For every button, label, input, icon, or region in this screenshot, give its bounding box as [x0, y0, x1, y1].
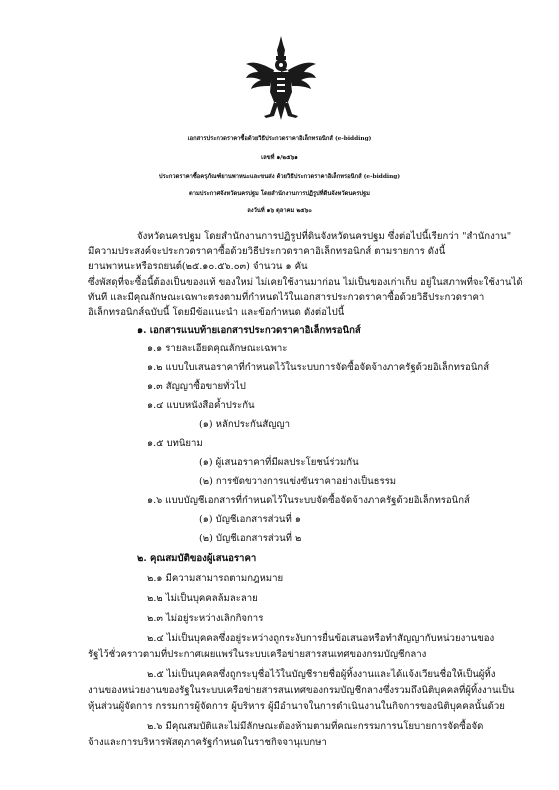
- section-item: ๑.๓ สัญญาซื้อขายทั่วไป: [147, 381, 246, 392]
- document-number: เลขที่ ๑/๒๕๖๑: [261, 155, 298, 161]
- intro-line: จังหวัดนครปฐม โดยสำนักงานการปฏิรูปที่ดินจังหวัดนครปฐม ซึ่งต่อไปนี้เรียกว่า "สำนักงาน": [137, 231, 512, 242]
- section-item-continuation: รัฐไว้ชั่วคราวตามที่ประกาศเผยแพร่ในระบบเครือข่ายสารสนเทศของกรมบัญชีกลาง: [88, 649, 427, 660]
- section-heading: ๑. เอกสารแนบท้ายเอกสารประกวดราคาอิเล็กทรอนิกส์: [137, 325, 361, 336]
- section-item: ๒.๕ ไม่เป็นบุคคลซึ่งถูกระบุชื่อไว้ในบัญชีรายชื่อผู้ทิ้งงานและได้แจ้งเวียนชื่อให้เป็นผู้ทิ้ง: [147, 669, 496, 680]
- section-item: ๑.๖ แบบบัญชีเอกสารที่กำหนดไว้ในระบบจัดซื้อจัดจ้างภาครัฐด้วยอิเล็กทรอนิกส์: [147, 495, 470, 506]
- section-item: ๒.๓ ไม่อยู่ระหว่างเลิกกิจการ: [147, 613, 264, 624]
- section-item: ๑.๕ บทนิยาม: [147, 438, 203, 449]
- section-heading: ๒. คุณสมบัติของผู้เสนอราคา: [137, 553, 257, 564]
- section-item: ๒.๖ มีคุณสมบัติและไม่มีลักษณะต้องห้ามตามที่คณะกรรมการนโยบายการจัดซื้อจัด: [147, 721, 484, 732]
- section-item: ๒.๔ ไม่เป็นบุคคลซึ่งอยู่ระหว่างถูกระงับการยื่นข้อเสนอหรือทำสัญญากับหน่วยงานของ: [147, 633, 495, 644]
- garuda-emblem-icon: [244, 36, 318, 120]
- section-item: ๒.๒ ไม่เป็นบุคคลล้มละลาย: [147, 593, 258, 604]
- section-subitem: (๒) การขัดขวางการแข่งขันราคาอย่างเป็นธรรม: [199, 476, 397, 487]
- section-item-continuation: จ้างและการบริหารพัสดุภาครัฐกำหนดในราชกิจจานุเบกษา: [88, 737, 327, 748]
- section-subitem: (๒) บัญชีเอกสารส่วนที่ ๒: [199, 533, 302, 544]
- section-subitem: (๑) หลักประกันสัญญา: [199, 419, 290, 430]
- announcement-reference: ตามประกาศจังหวัดนครปฐม โดยสำนักงานการปฏิรูปที่ดินจังหวัดนครปฐม: [188, 191, 371, 197]
- section-subitem: (๑) บัญชีเอกสารส่วนที่ ๑: [199, 514, 301, 525]
- document-title: เอกสารประกวดราคาซื้อด้วยวิธีประกวดราคาอิเล็กทรอนิกส์ (e-bidding): [187, 136, 372, 142]
- section-item-continuation: งานของหน่วยงานของรัฐในระบบเครือข่ายสารสนเทศของกรมบัญชีกลางซึ่งรวมถึงนิติบุคคลที่ผู้ทิ้งงานเป็น: [88, 685, 515, 696]
- section-item: ๒.๑ มีความสามารถตามกฎหมาย: [147, 573, 284, 584]
- section-item: ๑.๔ แบบหนังสือค้ำประกัน: [147, 400, 255, 411]
- section-item: ๑.๑ รายละเอียดคุณลักษณะเฉพาะ: [147, 343, 288, 354]
- intro-line: มีความประสงค์จะประกวดราคาซื้อด้วยวิธีประกวดราคาอิเล็กทรอนิกส์ ตามรายการ ดังนี้: [88, 246, 446, 257]
- intro-line: อิเล็กทรอนิกส์ฉบับนี้ โดยมีข้อแนะนำ และข้อกำหนด ดังต่อไปนี้: [88, 307, 345, 318]
- intro-line: ซึ่งพัสดุที่จะซื้อนี้ต้องเป็นของแท้ ของใหม่ ไม่เคยใช้งานมาก่อน ไม่เป็นของเก่าเก็บ อยู่ในสภาพที่จะใช้งานได้: [88, 277, 523, 288]
- document-subject: ประกวดราคาซื้อครุภัณฑ์ยานพาหนะและขนส่ง ด้วยวิธีประกวดราคาอิเล็กทรอนิกส์ (e-bidding): [158, 174, 401, 180]
- section-subitem: (๑) ผู้เสนอราคาที่มีผลประโยชน์ร่วมกัน: [199, 457, 359, 468]
- section-item: ๑.๒ แบบใบเสนอราคาที่กำหนดไว้ในระบบการจัดซื้อจัดจ้างภาครัฐด้วยอิเล็กทรอนิกส์: [147, 362, 490, 373]
- announcement-date: ลงวันที่ ๑๖ ตุลาคม ๒๕๖๐: [247, 208, 312, 214]
- intro-line: ยานพาหนะหรือรถยนต์(๒๕.๑๐.๕๖.๐๓) จำนวน ๑ คัน: [88, 261, 308, 272]
- section-item-continuation: หุ้นส่วนผู้จัดการ กรรมการผู้จัดการ ผู้บริหาร ผู้มีอำนาจในการดำเนินงานในกิจการของนิติบุคคลนั้นด้วย: [88, 701, 505, 712]
- intro-line: ทันที และมีคุณลักษณะเฉพาะตรงตามที่กำหนดไว้ในเอกสารประกวดราคาซื้อด้วยวิธีประกวดราคา: [88, 292, 485, 303]
